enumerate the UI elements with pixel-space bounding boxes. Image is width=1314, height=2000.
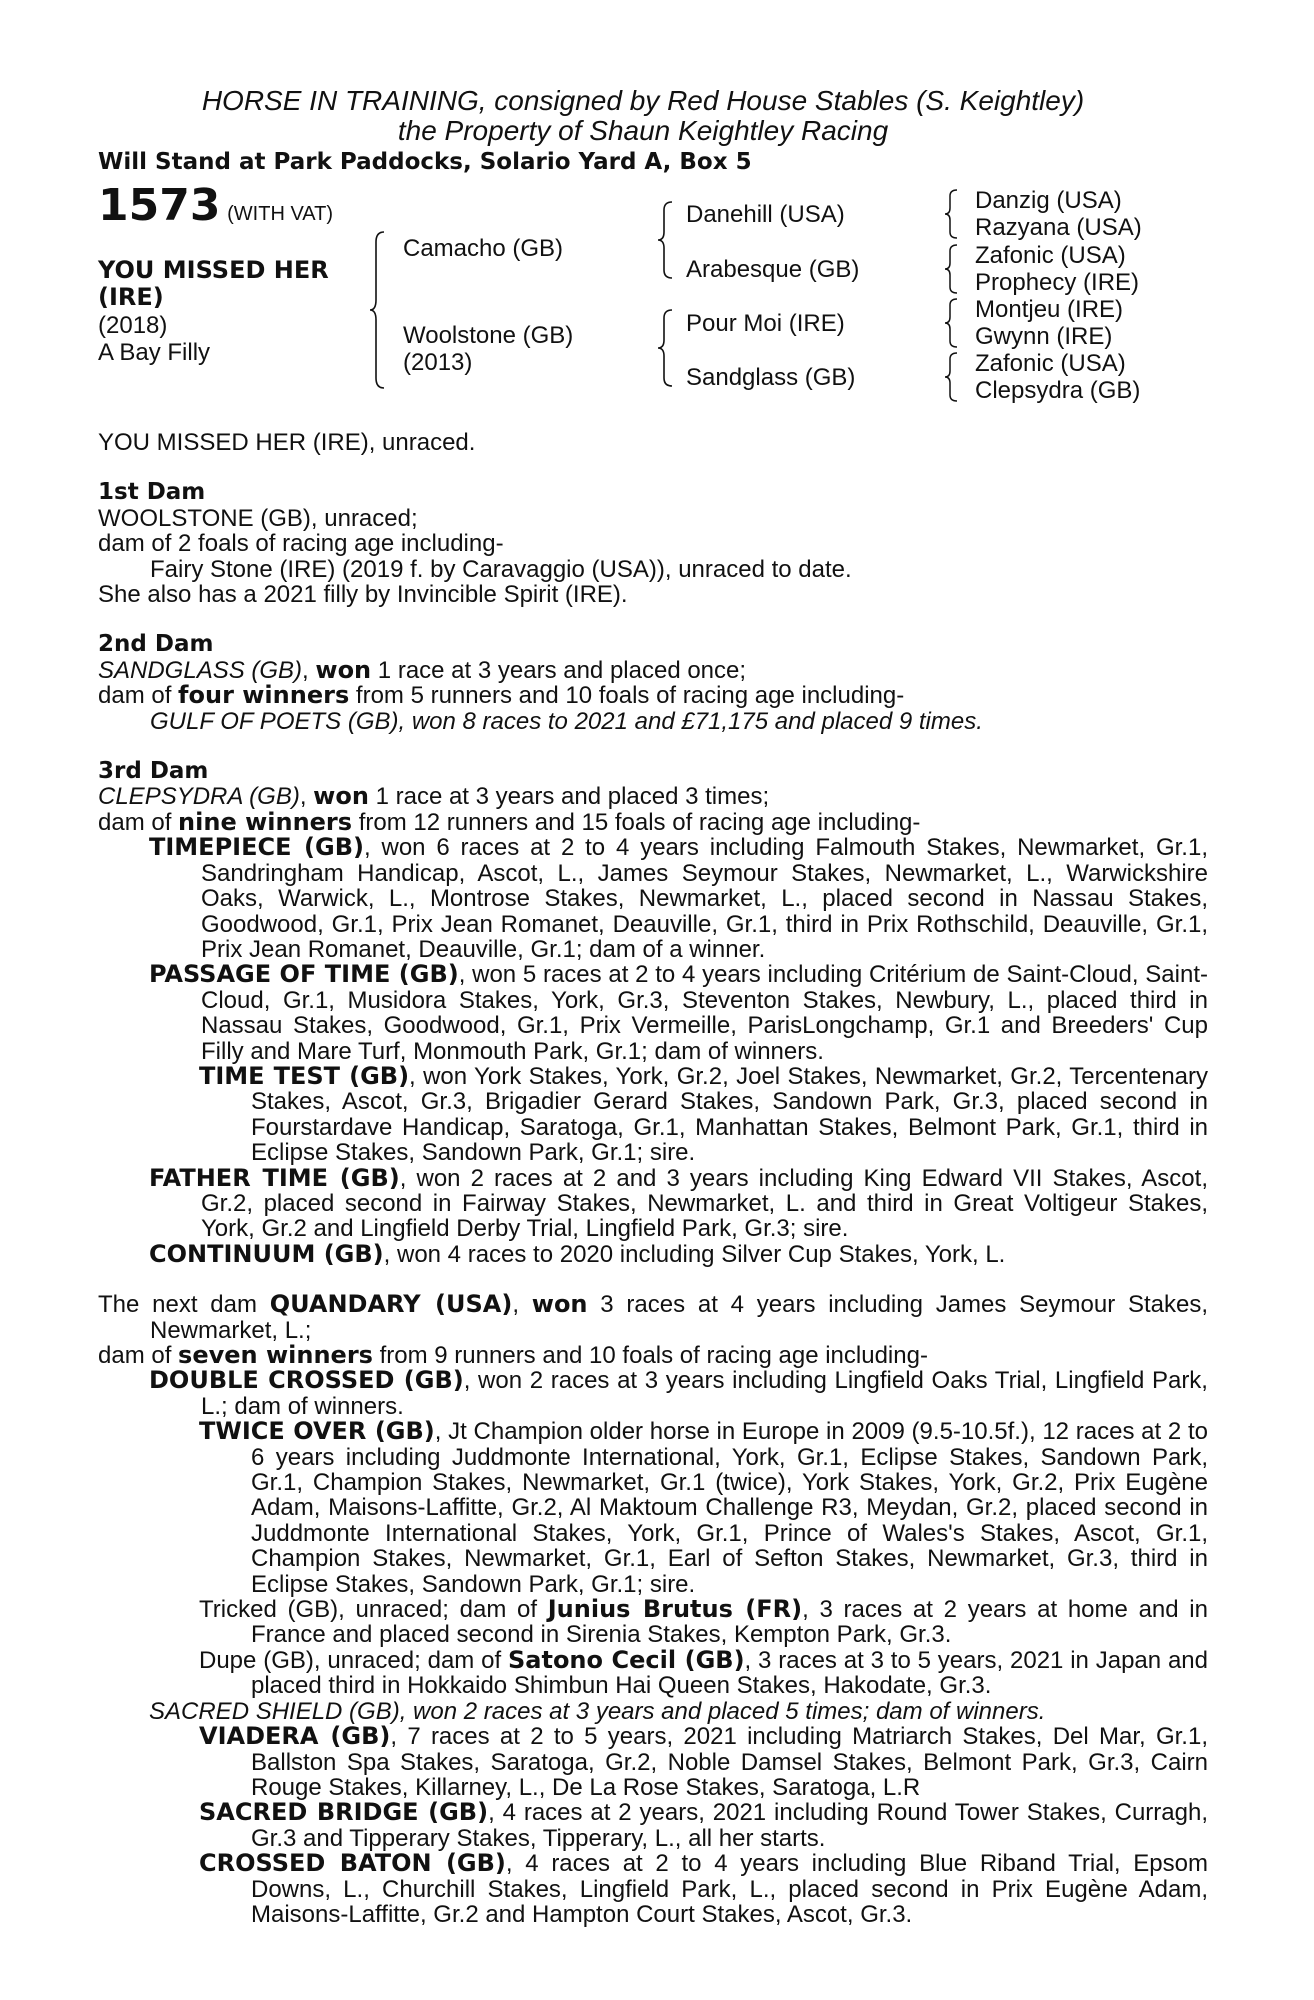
horse-description: A Bay Filly [98,339,211,366]
horse-country: (IRE) [98,283,164,311]
second-dam-winner: GULF OF POETS (GB), won 8 races to 2021 and £71,175 and placed 9 times. [150,707,983,735]
ggp-dds: Zafonic (USA) [975,350,1126,377]
sire-sire: Danehill (USA) [686,201,845,228]
first-dam-note: She also has a 2021 filly by Invincible Spirit (IRE). [98,581,628,609]
gp-bracket-1 [943,188,961,240]
dam: Woolstone (GB) [403,322,574,349]
catalogue-body [98,430,1208,1927]
second-dam-produce: dam of four winners from 5 runners and 10 foals of racing age including- [98,681,905,710]
dam-parents-bracket [656,308,676,388]
ggp-ddd: Clepsydra (GB) [975,377,1141,404]
next-dam-produce: dam of seven winners from 9 runners and 10 foals of racing age including- [98,1341,928,1369]
third-dam-line: CLEPSYDRA (GB), won 1 race at 3 years and placed 3 times; [98,782,770,811]
sire-dam-bracket [368,230,388,390]
produce-entry: TIME TEST (GB), won York Stakes, York, Gr.2, Joel Stakes, Newmarket, Gr.2, Tercentenary Stakes, Ascot, Gr.3, Brigadier Gerard Stakes, Sandown Park, Gr.3, placed second in Fourstardave Handicap, Saratoga, Gr.1, Manhattan Stakes, Belmont Park, Gr.1, third in Eclipse Stakes, Sandown Park, Gr.1; sire. [199,1061,1209,1167]
produce-entry: SACRED SHIELD (GB), won 2 races at 3 years and placed 5 times; dam of winners. [149,1697,1046,1725]
produce-entry: Dupe (GB), unraced; dam of Satono Cecil (GB), 3 races at 3 to 5 years, 2021 in Japan and placed third in Hokkaido Shimbun Hai Queen Stakes, Hakodate, Gr.3. [199,1645,1208,1700]
third-dam-heading: 3rd Dam [98,758,209,785]
pedigree-block [98,180,1208,430]
consignor-line: HORSE IN TRAINING, consigned by Red House Stables (S. Keightley) [201,85,1085,116]
second-dam-heading: 2nd Dam [98,631,214,658]
ggp-dsd: Gwynn (IRE) [975,323,1113,350]
produce-entry: TWICE OVER (GB), Jt Champion older horse in Europe in 2009 (9.5-10.5f.), 12 races at 2 to 6 years including Juddmonte International, York, Gr.1, Eclipse Stakes, Sandown Park, Gr.1, Champion Stakes, Newmarket, Gr.1 (twice), York Stakes, York, Gr.2, Prix Eugène Adam, Maisons-Laffitte, Gr.2, Al Maktoum Challenge R3, Meydan, Gr.2, placed second in Juddmonte International Stakes, York, Gr.1, Prince of Wales's Stakes, Ascot, Gr.1, Champion Stakes, Newmarket, Gr.1, Earl of Sefton Stakes, Newmarket, Gr.3, third in Eclipse Stakes, Sandown Park, Gr.1; sire. [199,1417,1208,1598]
lot-number-line [98,182,333,230]
gp-bracket-4 [943,351,961,403]
vat-note: (WITH VAT) [227,203,334,225]
produce-entry: VIADERA (GB), 7 races at 2 to 5 years, 2021 including Matriarch Stakes, Del Mar, Gr.1, Ballston Spa Stakes, Saratoga, Gr.2, Noble Damsel Stakes, Belmont Park, Gr.3, Cairn Rouge Stakes, Killarney, L., De La Rose Stakes, Saratoga, L.R [199,1722,1208,1801]
produce-entry: TIMEPIECE (GB), won 6 races at 2 to 4 years including Falmouth Stakes, Newmarket, Gr.1, Sandringham Handicap, Ascot, L., James Seymour Stakes, Newmarket, L., Warwickshire Oaks, Warwick, L., Montrose Stakes, Newmarket, L., placed second in Nassau Stakes, Goodwood, Gr.1, Prix Jean Romanet, Deauville, Gr.1, third in Prix Rothschild, Deauville, Gr.1, Prix Jean Romanet, Deauville, Gr.1; dam of a winner. [149,833,1208,963]
gp-bracket-3 [943,297,961,349]
dam-dam: Sandglass (GB) [686,364,856,391]
lot-number: 1573 [98,180,221,231]
produce-entry: PASSAGE OF TIME (GB), won 5 races at 2 to 4 years including Critérium de Saint-Cloud, Saint-Cloud, Gr.1, Musidora Stakes, York, Gr.3, Steventon Stakes, Newbury, L., placed third in Nassau Stakes, Goodwood, Gr.1, Prix Vermeille, ParisLongchamp, Gr.1 and Breeders' Cup Filly and Mare Turf, Monmouth Park, Gr.1; dam of winners. [149,960,1208,1065]
ggp-ssd: Razyana (USA) [975,214,1142,241]
first-dam-heading: 1st Dam [98,479,206,506]
second-dam-name: SANDGLASS (GB) [98,656,303,684]
sire: Camacho (GB) [403,235,564,262]
third-dam-produce: dam of nine winners from 12 runners and 15 foals of racing age including- [98,807,921,836]
next-dam-line: The next dam QUANDARY (USA), won 3 races at 4 years including James Seymour Stakes, Newmarket, L.; [98,1290,1209,1344]
stand-location: Will Stand at Park Paddocks, Solario Yard A, Box 5 [98,149,752,175]
first-dam-foal: Fairy Stone (IRE) (2019 f. by Caravaggio (USA)), unraced to date. [150,555,852,583]
produce-entry: SACRED BRIDGE (GB), 4 races at 2 years, 2021 including Round Tower Stakes, Curragh, Gr.3 and Tipperary Stakes, Tipperary, L., all her starts. [199,1798,1208,1852]
produce-entry: DOUBLE CROSSED (GB), won 2 races at 3 years including Lingfield Oaks Trial, Lingfield Park, L.; dam of winners. [149,1366,1208,1420]
ggp-sdd: Prophecy (IRE) [975,269,1140,296]
third-dam-name: CLEPSYDRA (GB) [98,783,300,811]
second-dam-line: SANDGLASS (GB), won 1 race at 3 years and placed once; [98,655,747,684]
ggp-sss: Danzig (USA) [975,187,1122,214]
gp-bracket-2 [943,243,961,295]
sire-dam: Arabesque (GB) [686,256,860,283]
produce-entry: CROSSED BATON (GB), 4 races at 2 to 4 years including Blue Riband Trial, Epsom Downs, L., Churchill Stakes, Lingfield Park, L., placed second in Prix Eugène Adam, Maisons-Laffitte, Gr.2 and Hampton Court Stakes, Ascot, Gr.3. [199,1849,1208,1928]
horse-summary: YOU MISSED HER (IRE), unraced. [98,429,476,456]
sire-parents-bracket [656,200,676,280]
dam-year: (2013) [403,349,473,376]
ggp-dss: Montjeu (IRE) [975,296,1124,323]
property-line: the Property of Shaun Keightley Racing [397,115,889,146]
first-dam-produce: dam of 2 foals of racing age including- [98,530,504,558]
horse-name: YOU MISSED HER [98,256,329,284]
first-dam-line: WOOLSTONE (GB), unraced; [98,504,418,532]
ggp-sds: Zafonic (USA) [975,242,1126,269]
catalogue-page [98,86,1208,1927]
produce-entry: Tricked (GB), unraced; dam of Junius Brutus (FR), 3 races at 2 years at home and in France and placed second in Sirenia Stakes, Kempton Park, Gr.3. [199,1595,1208,1649]
dam-sire: Pour Moi (IRE) [686,310,845,337]
produce-entry: CONTINUUM (GB), won 4 races to 2020 including Silver Cup Stakes, York, L. [149,1239,1006,1268]
produce-entry: FATHER TIME (GB), won 2 races at 2 and 3 years including King Edward VII Stakes, Ascot, Gr.2, placed second in Fairway Stakes, Newmarket, L. and third in Great Voltigeur Stakes, York, Gr.2 and Lingfield Derby Trial, Lingfield Park, Gr.3; sire. [149,1163,1208,1243]
horse-year: (2018) [98,312,168,339]
